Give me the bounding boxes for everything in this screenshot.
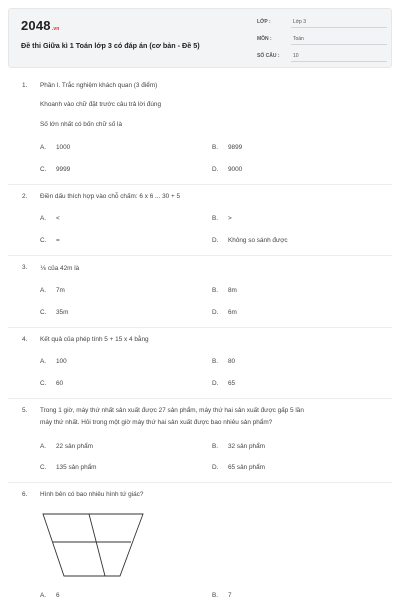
option-b[interactable]: B. 32 sản phẩm (212, 443, 265, 450)
meta-question-count-value: 10 (293, 53, 299, 59)
meta-grade-label: LỚP : (257, 19, 271, 25)
meta-grade (257, 19, 387, 29)
meta-grade-underline (291, 27, 387, 28)
question-text: Hình bên có bao nhiêu hình tứ giác? (40, 491, 144, 498)
option-a[interactable]: A. 7m (40, 287, 65, 294)
option-d[interactable]: D. 9000 (212, 166, 243, 173)
option-d[interactable]: D. 65 (212, 380, 236, 387)
option-c[interactable]: C. 60 (40, 380, 64, 387)
meta-subject-label: MÔN : (257, 36, 272, 42)
meta-subject (257, 36, 387, 46)
figure-trapezoid-outline (43, 514, 143, 576)
question-line: Phần I. Trắc nghiệm khách quan (3 điểm) (40, 82, 158, 89)
meta-subject-underline (291, 44, 387, 45)
question-text: ⅙ của 42m là (40, 265, 80, 272)
question-number: 1. (22, 82, 28, 89)
meta-grade-value: Lớp 3 (293, 19, 307, 25)
question-text-continued: máy thứ nhất. Hỏi trong một giờ máy thứ hai sản xuất được bao nhiêu sản phẩm? (40, 419, 273, 426)
divider (8, 255, 392, 256)
option-a[interactable]: A. 1000 (40, 144, 71, 151)
question-text: Điền dấu thích hợp vào chỗ chấm: 6 x 6 ... 30 + 5 (40, 193, 181, 200)
option-c[interactable]: C. 35m (40, 309, 69, 316)
option-c[interactable]: C. = (40, 237, 60, 244)
option-a[interactable]: A. < (40, 215, 60, 222)
option-b[interactable]: B. 9899 (212, 144, 243, 151)
option-a[interactable]: A. 6 (40, 592, 60, 599)
question-number: 4. (22, 336, 28, 343)
figure-diagonal-line (89, 514, 105, 576)
divider (8, 184, 392, 185)
question-number: 3. (22, 264, 28, 271)
divider (8, 482, 392, 483)
option-a[interactable]: A. 22 sản phẩm (40, 443, 93, 450)
option-d[interactable]: D. 6m (212, 309, 237, 316)
meta-question-count-label: SỐ CÂU : (257, 53, 280, 59)
question-number: 5. (22, 407, 28, 414)
question-text: Số lớn nhất có bốn chữ số là (40, 121, 123, 128)
logo-suffix: .vn (51, 26, 60, 32)
option-d[interactable]: D. 65 sản phẩm (212, 464, 265, 471)
option-d[interactable]: D. Không so sánh được (212, 237, 288, 244)
meta-question-count-underline (291, 61, 387, 62)
divider (8, 327, 392, 328)
option-b[interactable]: B. > (212, 215, 232, 222)
meta-subject-value: Toán (293, 36, 304, 42)
divider (8, 398, 392, 399)
logo-text: 2048 (21, 18, 51, 33)
quadrilateral-figure (42, 512, 144, 578)
option-b[interactable]: B. 8m (212, 287, 237, 294)
question-line: Khoanh vào chữ đặt trước câu trả lời đúng (40, 101, 162, 108)
meta-question-count (257, 53, 387, 63)
option-c[interactable]: C. 135 sản phẩm (40, 464, 97, 471)
option-c[interactable]: C. 9999 (40, 166, 71, 173)
exam-title: Đề thi Giữa kì 1 Toán lớp 3 có đáp án (cơ bản - Đề 5) (21, 41, 200, 50)
exam-header (8, 8, 392, 68)
question-number: 6. (22, 491, 28, 498)
option-b[interactable]: B. 80 (212, 358, 236, 365)
site-logo[interactable] (21, 18, 60, 33)
option-b[interactable]: B. 7 (212, 592, 232, 599)
option-a[interactable]: A. 100 (40, 358, 67, 365)
question-text: Kết quả của phép tính 5 + 15 x 4 bằng (40, 336, 149, 343)
question-number: 2. (22, 193, 28, 200)
question-text: Trong 1 giờ, máy thứ nhất sản xuất được 27 sản phẩm, máy thứ hai sản xuất được gấp 5 lần (40, 407, 304, 414)
